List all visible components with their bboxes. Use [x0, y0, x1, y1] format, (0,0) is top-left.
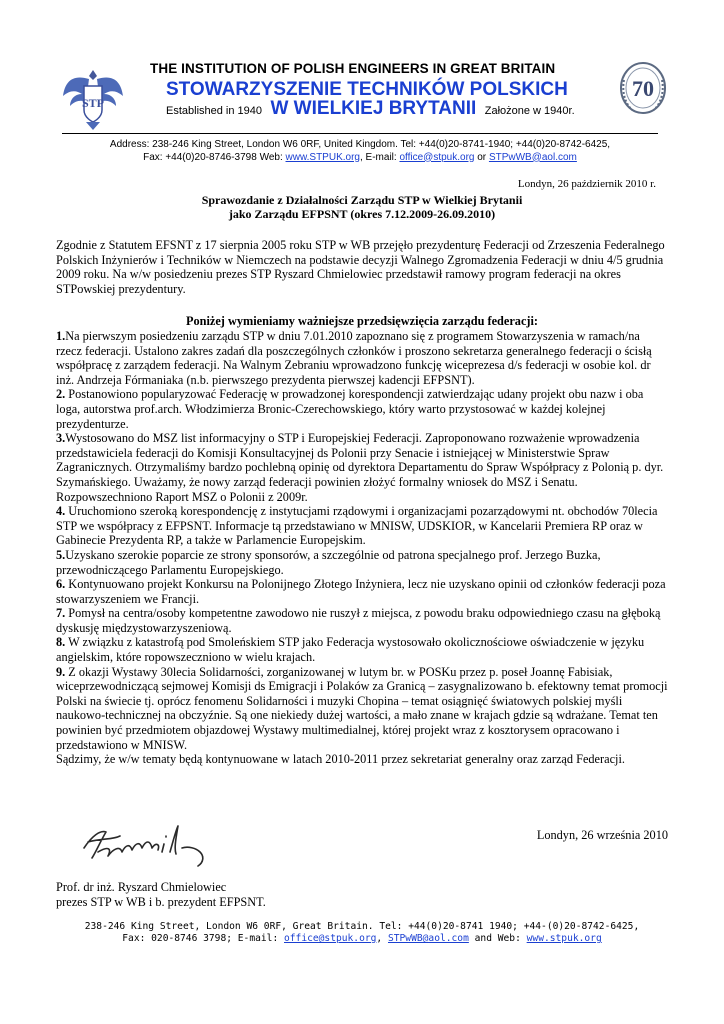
report-title [62, 193, 662, 221]
svg-text:STP: STP [81, 96, 105, 110]
footer-web-link[interactable]: www.stpuk.org [526, 933, 602, 944]
footer-web-label: and Web: [474, 933, 521, 944]
list-item: 1.Na pierwszym posiedzeniu zarządu STP w dniu 7.01.2010 zapoznano się z programem Stowarzyszenia w ramach/na rzecz federacji. Ustalono zakres zadań dla poszczególnych członków i proszono sekretarza generalnego federacji o ścisłą współpracę z zarządem federacji. Na Walnym Zebraniu wprowadzono funkcję wiceprezesa d/s federacji w osobie kol. dr inż. Andrzeja Fórmaniaka (n.b. pierwszego prezydenta pierwszej kadencji EFPSNT). [56, 329, 652, 387]
signer-name: Prof. dr inż. Ryszard Chmielowiec [56, 880, 227, 894]
report-title-line2: jako Zarządu EFPSNT (okres 7.12.2009-26.09.2010) [228, 207, 496, 221]
footer-second-line: Fax: 020-8746 3798; E-mail: office@stpuk.org, STPwWB@aol.com and Web: www.stpuk.org [122, 933, 602, 944]
list-item: 2. Postanowiono popularyzować Federację w prowadzonej korespondencji zatwierdzając udany projekt obu nazw i oba loga, autorstwa prof.arch. Włodzimierza Bronic-Czerechowskiego, który warto przystosować w każdej kolejnej prezydenturze. [56, 387, 644, 431]
footer-contact [62, 921, 662, 945]
contact-web-label: Web: [259, 151, 283, 163]
svg-text:70: 70 [632, 76, 654, 101]
seventy-anniversary-logo [618, 60, 668, 116]
location-text: W WIELKIEJ BRYTANII [270, 98, 477, 119]
established-line [166, 98, 575, 120]
established-text: Established in 1940 [166, 105, 263, 117]
closing-paragraph: Sądzimy, że w/w tematy będą kontynuowane w latach 2010-2011 przez sekretariat generalny oraz zarząd Federacji. [56, 752, 625, 767]
contact-second-line: Fax: +44(0)20-8746-3798 Web: www.STPUK.org, E-mail: office@stpuk.org or STPwWB@aol.com [143, 151, 577, 163]
footer-email-office[interactable]: office@stpuk.org [284, 933, 377, 944]
footer-fax-email-label: Fax: 020-8746 3798; E-mail: [122, 933, 279, 944]
list-item: 9. Z okazji Wystawy 30lecia Solidarności, zorganizowanej w lutym br. w POSKu przez p. poseł Joannę Fabisiak, wiceprzewodniczącą sejmowej Komisji ds Emigracji i Polaków za Granicą – zasygnalizowano b. efektowny temat promocji Polski na świecie tj. oprócz fenomenu Solidarności i muzyki Chopina – temat osiągnięć światowych polskiej myśli naukowo-technicznej na obczyźnie. Są one niekiedy dużej wartości, a mało znane w krajach gdzie są wdrażane. Temat ten powinien być przedmiotem objazdowej Wystawy multimedialnej, której projekt wraz z kosztorysem opracowano i przedstawiono w MNISW. [56, 664, 668, 752]
email-link-office[interactable]: office@stpuk.org [399, 151, 475, 163]
contact-address-line: Address: 238-246 King Street, London W6 0RF, United Kingdom. Tel: +44(0)20-8741-1940; +44(0)20-8742-6425, [109, 139, 611, 150]
contact-email-label: E-mail: [365, 151, 397, 163]
activities-list [56, 329, 668, 767]
signer-title: prezes STP w WB i b. prezydent EFPSNT. [56, 895, 266, 909]
header-divider [62, 133, 658, 134]
activities-subtitle: Poniżej wymieniamy ważniejsze przedsięwzięcia zarządu federacji: [185, 314, 539, 328]
document-date: Londyn, 26 październik 2010 r. [517, 178, 656, 190]
handwritten-signature [78, 818, 228, 870]
signature-date: Londyn, 26 września 2010 [536, 828, 668, 842]
list-item: 8. W związku z katastrofą pod Smoleńskiem STP jako Federacja wystosowało okolicznościowe oświadczenie w języku angielskim, które ropowszeczniono w wielu krajach. [56, 635, 645, 665]
list-item: 7. Pomysł na centra/osoby kompetentne zawodowo nie ruszył z miejsca, z powodu braku odpowiedniego czasu na głęboką dyskusję międzystowarzyszeniową. [56, 606, 661, 635]
intro-paragraph: Zgodnie z Statutem EFSNT z 17 sierpnia 2005 roku STP w WB przejęło prezydenturę Federacji od Zrzeszenia Federalnego Polskich Inżynierów i Techników w Niemczech na podstawie decyzji Walnego Zgromadzenia Federacji w dniu 4/5 grudnia 2009 roku. Na w/w posiedzeniu prezes STP Ryszard Chmielowiec przedstawił ramowy program federacji na okres STPowskiej prezydentury. [56, 238, 665, 296]
founded-text: Założone w 1940r. [484, 105, 575, 117]
institution-name: THE INSTITUTION OF POLISH ENGINEERS IN GREAT BRITAIN [150, 61, 556, 76]
signer-block [56, 880, 266, 910]
contact-or: or [477, 151, 487, 163]
footer-email-stpwwb[interactable]: STPwWB@aol.com [387, 933, 469, 944]
contact-block [62, 139, 658, 164]
list-item: 3.Wystosowano do MSZ list informacyjny o STP i Europejskiej Federacji. Zaproponowano rozważenie wprowadzenia przedstawiciela federacji do Komisji Konsultacyjnej ds Polonii przy Senacie i istniejącej w Ministerstwie Spraw Zagranicznych. Otrzymaliśmy bardzo pochlebną opinię od dyrektora Departamentu do Spraw Współpracy z Polonią p. dyr. Szymańskiego. Uważamy, że nowy zarząd federacji powinien złożyć formalny wniosek do MSZ i Senatu. Rozpowszechniono Raport MSZ o Polonii z 2009r. [56, 431, 664, 504]
report-title-line1: Sprawozdanie z Działalności Zarządu STP w Wielkiej Brytanii [201, 193, 523, 207]
footer-address: 238-246 King Street, London W6 0RF, Great Britain. Tel: +44(0)20-8741 1940; +44-(0)20-8742-6425, [84, 921, 640, 932]
association-name: STOWARZYSZENIE TECHNIKÓW POLSKICH [166, 79, 568, 100]
list-item: 4. Uruchomiono szeroką korespondencję z instytucjami rządowymi i organizacjami pozarządowymi nt. obchodów 70lecia STP we współpracy z EFPSNT. Informacje tą przedstawiano w MNISW, UDSKIOR, w Kancelarii Premiera RP oraz w Gabinecie Prezydenta RP, a także w Parlamencie Europejskim. [56, 504, 658, 548]
list-item: 5.Uzyskano szerokie poparcie ze strony sponsorów, a szczególnie od patrona specjalnego prof. Jerzego Buzka, przewodniczącego Parlamentu Europejskiego. [56, 547, 601, 577]
stp-eagle-logo [62, 66, 124, 132]
contact-fax: Fax: +44(0)20-8746-3798 [143, 151, 257, 163]
email-link-stpwwb[interactable]: STPwWB@aol.com [488, 151, 577, 163]
web-link[interactable]: www.STPUK.org [285, 151, 360, 163]
list-item: 6. Kontynuowano projekt Konkursu na Polonijnego Złotego Inżyniera, lecz nie uzyskano opinii od członków federacji poza stowarzyszeniem we Francji. [56, 577, 666, 606]
